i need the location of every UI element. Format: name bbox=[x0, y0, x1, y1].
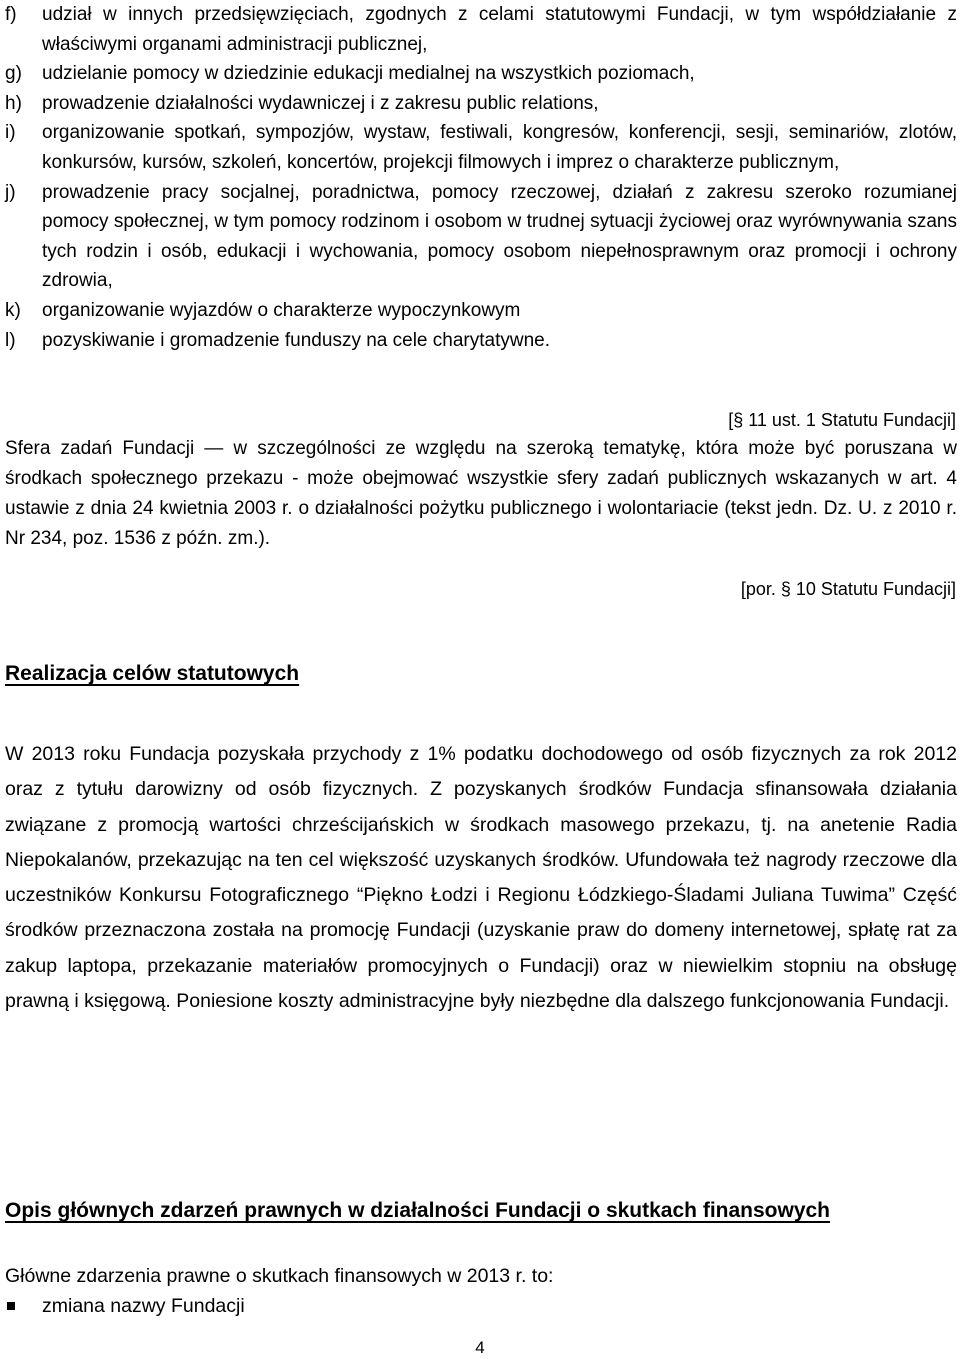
statute-reference: [§ 11 ust. 1 Statutu Fundacji] bbox=[728, 410, 956, 430]
list-item-label: i) bbox=[5, 122, 16, 144]
list-item bbox=[5, 326, 957, 356]
bullet-square-icon bbox=[7, 1302, 15, 1310]
list-item-text: udział w innych przedsięwzięciach, zgodnych z celami statutowymi Fundacji, w tym współdziałanie z właściwymi organami administracji publicznej, bbox=[42, 4, 957, 55]
list-item-label: k) bbox=[5, 299, 21, 321]
list-item-text: prowadzenie pracy socjalnej, poradnictwa, pomocy rzeczowej, działań z zakresu szeroko rozumianej pomocy społecznej, w tym pomocy rodzinom i osobom w trudnej sytuacji życiowej oraz wyrównywania szans tych rodzin i osób, edukacji i wychowania, pomocy osobom niepełnosprawnym oraz promocji i ochrony zdrowia, bbox=[42, 181, 957, 292]
statute-reference: [por. § 10 Statutu Fundacji] bbox=[740, 579, 956, 599]
list-item-text: prowadzenie działalności wydawniczej i z zakresu public relations, bbox=[42, 92, 599, 114]
bullet-text: zmiana nazwy Fundacji bbox=[42, 1295, 245, 1317]
list-item bbox=[5, 59, 957, 89]
list-item-text: organizowanie spotkań, sympozjów, wystaw, festiwali, kongresów, konferencji, sesji, seminariów, zlotów, konkursów, kursów, szkoleń, koncertów, projekcji filmowych i imprez o charakterze publicznym, bbox=[42, 122, 957, 173]
intro-text: Główne zdarzenia prawne o skutkach finansowych w 2013 r. to: bbox=[5, 1265, 554, 1287]
list-item bbox=[5, 118, 957, 177]
body-paragraph: W 2013 roku Fundacja pozyskała przychody z 1% podatku dochodowego od osób fizycznych za rok 2012 oraz z tytułu darowizny od osób fizycznych. Z pozyskanych środków Fundacja sfinansowała działania związane z promocją wartości chrześcijańskich w środkach masowego przekazu, tj. na anetenie Radia Niepokalanów, przekazując na ten cel większość uzyskanych środków. Ufundowała też nagrody rzeczowe dla uczestników Konkursu Fotograficznego “Piękno Łodzi i Regionu Łódzkiego-Śladami Juliana Tuwima” Część środków przeznaczona została na promocję Fundacji (uzyskanie praw do domeny internetowej, spłatę rat za zakup laptopa, przekazanie materiałów promocyjnych o Fundacji) oraz w niewielkim stopniu na obsługę prawną i księgową. Poniesione koszty administracyjne były niezbędne dla dalszego funkcjonowania Fundacji. bbox=[5, 743, 957, 1013]
list-item bbox=[5, 89, 957, 119]
list-item-label: j) bbox=[5, 181, 16, 203]
list-item-label: g) bbox=[5, 63, 22, 85]
list-item bbox=[5, 296, 957, 326]
list-item-label: f) bbox=[5, 4, 17, 25]
list-item-label: l) bbox=[5, 329, 16, 351]
statutory-goals-list bbox=[5, 0, 957, 355]
scope-paragraph: Sfera zadań Fundacji — w szczególności ze względu na szeroką tematykę, która może być poruszana w środkach społecznego przekazu - może obejmować wszystkie sfery zadań publicznych wskazanych w art. 4 ustawie z dnia 24 kwietnia 2003 r. o działalności pożytku publicznego i wolontariacie (tekst jedn. Dz. U. z 2010 r. Nr 234, poz. 1536 z późn. zm.). bbox=[5, 438, 957, 549]
bullet-list bbox=[5, 1292, 245, 1320]
list-item bbox=[5, 178, 957, 296]
page-number: 4 bbox=[475, 1338, 485, 1357]
list-item-label: h) bbox=[5, 92, 22, 114]
list-item-text: udzielanie pomocy w dziedzinie edukacji medialnej na wszystkich poziomach, bbox=[42, 63, 695, 85]
list-item-text: pozyskiwanie i gromadzenie funduszy na cele charytatywne. bbox=[42, 329, 550, 351]
list-item bbox=[5, 0, 957, 59]
list-item-text: organizowanie wyjazdów o charakterze wypoczynkowym bbox=[42, 299, 521, 321]
list-item bbox=[5, 1292, 245, 1320]
section-heading: Opis głównych zdarzeń prawnych w działalności Fundacji o skutkach finansowych bbox=[5, 1199, 831, 1222]
section-heading: Realizacja celów statutowych bbox=[5, 662, 300, 685]
